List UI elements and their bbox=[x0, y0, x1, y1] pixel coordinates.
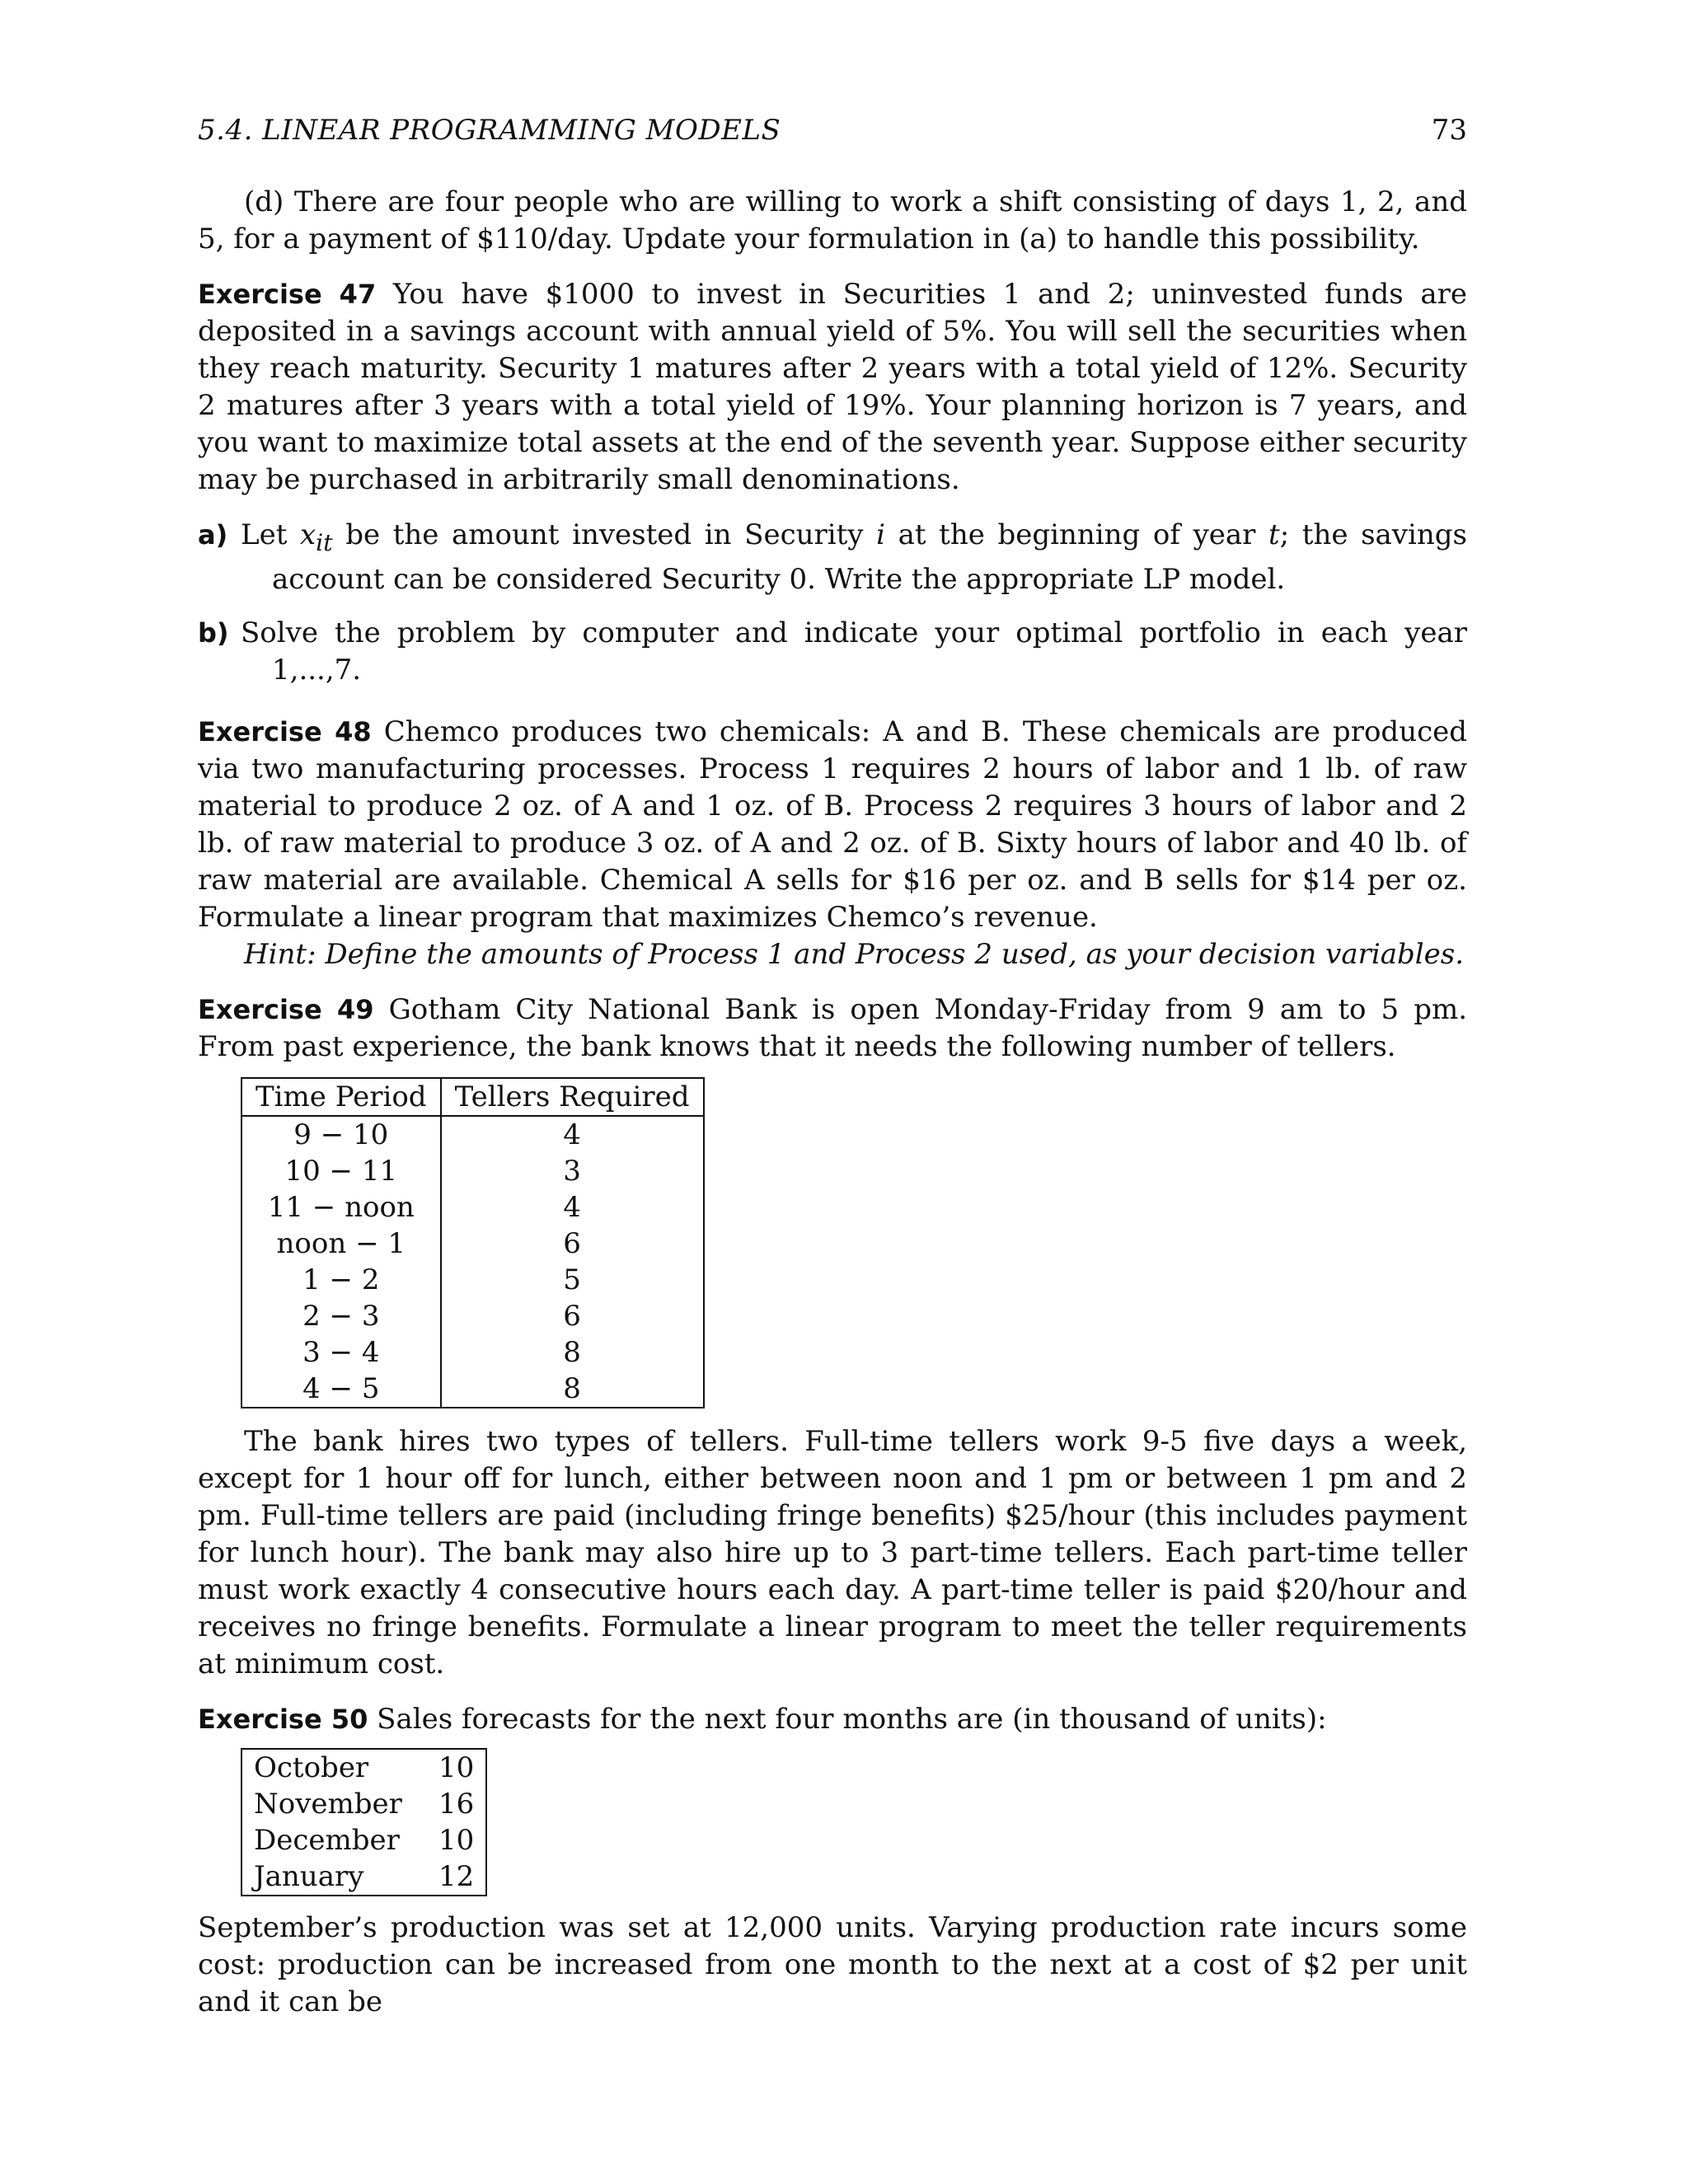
exercise-49-label: Exercise 49 bbox=[198, 993, 374, 1025]
time-period-cell: 10 − 11 bbox=[241, 1153, 441, 1189]
exercise-49 bbox=[198, 991, 1467, 1066]
variable-t: t bbox=[1268, 518, 1280, 551]
part-a-text-1: Let bbox=[241, 518, 288, 551]
exercise-50-intro: Sales forecasts for the next four months are (in thousand of units): bbox=[377, 1702, 1327, 1736]
table-row bbox=[241, 1786, 486, 1822]
table-row bbox=[241, 1371, 704, 1408]
part-a-label: a) bbox=[198, 519, 228, 551]
table-row bbox=[241, 1226, 704, 1262]
table-row bbox=[241, 1334, 704, 1371]
table-row bbox=[241, 1298, 704, 1334]
tellers-required-cell: 6 bbox=[441, 1226, 704, 1262]
part-d-paragraph: (d) There are four people who are willing to work a shift consisting of days 1, 2, and 5, for a payment of $110/day. Update your formulation in (a) to handle this possibility. bbox=[198, 185, 1467, 255]
time-period-cell: 1 − 2 bbox=[241, 1262, 441, 1298]
exercise-47-text: You have $1000 to invest in Securities 1 and 2; uninvested funds are deposited in a savings account with annual yield of 5%. You will sell the securities when they reach maturity. Security 1 matures after 2 years with a total yield of 12%. Security 2 matures after 3 years with a total yield of 19%. Your planning horizon is 7 years, and you want to maximize total assets at the end of the seventh year. Suppose either security may be purchased in arbitrarily small denominations. bbox=[198, 278, 1468, 496]
table-row bbox=[241, 1189, 704, 1226]
table-row bbox=[241, 1822, 486, 1858]
exercise-50-body: September’s production was set at 12,000 units. Varying production rate incurs some cost: production can be increased from one month to the next at a cost of $2 per unit and it can be bbox=[198, 1910, 1467, 2018]
table-row bbox=[241, 1858, 486, 1896]
exercise-48-text: Chemco produces two chemicals: A and B. These chemicals are produced via two manufacturing processes. Process 1 requires 2 hours of labor and 1 lb. of raw material to produce 2 oz. of A and 1 oz. of B. Process 2 requires 3 hours of labor and 2 lb. of raw material to produce 3 oz. of A and 2 oz. of B. Sixty hours of labor and 40 lb. of raw material are available. Chemical A sells for $16 per oz. and B sells for $14 per oz. Formulate a linear program that maximizes Chemco’s revenue. bbox=[198, 715, 1468, 934]
forecast-value-cell: 10 bbox=[438, 1823, 475, 1857]
page bbox=[198, 112, 1467, 2021]
month-cell: January bbox=[254, 1859, 364, 1893]
time-period-cell: 2 − 3 bbox=[241, 1298, 441, 1334]
part-b-text: Solve the problem by computer and indicate your optimal portfolio in each year 1,...,7. bbox=[241, 616, 1467, 687]
variable-i: i bbox=[876, 518, 885, 551]
tellers-required-cell: 5 bbox=[441, 1262, 704, 1298]
variable-x: x bbox=[299, 518, 316, 551]
table-row bbox=[241, 1749, 486, 1786]
tellers-required-cell: 3 bbox=[441, 1153, 704, 1189]
time-period-cell: 11 − noon bbox=[241, 1189, 441, 1226]
part-a-text-2: be the amount invested in Security bbox=[345, 518, 864, 551]
section-title: 5.4. LINEAR PROGRAMMING MODELS bbox=[198, 114, 781, 147]
exercise-48 bbox=[198, 714, 1467, 936]
tellers-required-cell: 4 bbox=[441, 1116, 704, 1153]
exercise-50 bbox=[198, 1701, 1467, 1738]
exercise-49-body: The bank hires two types of tellers. Full-time tellers work 9-5 five days a week, except for 1 hour off for lunch, either between noon and 1 pm or between 1 pm and 2 pm. Full-time tellers are paid (including fringe benefits) $25/hour (this includes payment for lunch hour). The bank may also hire up to 3 part-time tellers. Each part-time teller must work exactly 4 consecutive hours each day. A part-time teller is paid $20/hour and receives no fringe benefits. Formulate a linear program to meet the teller requirements at minimum cost. bbox=[198, 1424, 1467, 1680]
part-b-label: b) bbox=[198, 616, 229, 649]
month-cell: December bbox=[254, 1823, 400, 1857]
exercise-49-intro: Gotham City National Bank is open Monday-Friday from 9 am to 5 pm. From past experience, the bank knows that it needs the following number of tellers. bbox=[198, 992, 1468, 1063]
tellers-table-header-row bbox=[241, 1078, 704, 1116]
exercise-47-label: Exercise 47 bbox=[198, 279, 377, 310]
exercise-48-label: Exercise 48 bbox=[198, 715, 372, 748]
tellers-required-cell: 4 bbox=[441, 1189, 704, 1226]
sales-forecast-table bbox=[241, 1748, 487, 1896]
column-header-time-period: Time Period bbox=[241, 1078, 441, 1116]
exercise-48-hint: Hint: Define the amounts of Process 1 and Process 2 used, as your decision variables. bbox=[244, 937, 1465, 971]
tellers-required-cell: 6 bbox=[441, 1298, 704, 1334]
time-period-cell: 4 − 5 bbox=[241, 1371, 441, 1408]
tellers-required-cell: 8 bbox=[441, 1371, 704, 1408]
table-row bbox=[241, 1262, 704, 1298]
exercise-47-part-a bbox=[198, 517, 1467, 598]
month-cell: October bbox=[254, 1750, 369, 1784]
forecast-value-cell: 10 bbox=[438, 1750, 475, 1784]
page-number: 73 bbox=[1431, 114, 1467, 147]
part-a-text-4: ; the savings account can be considered Security 0. Write the appropriate LP model. bbox=[272, 518, 1467, 596]
month-cell: November bbox=[254, 1787, 402, 1821]
part-a-text-3: at the beginning of year bbox=[898, 518, 1256, 551]
table-row bbox=[241, 1153, 704, 1189]
exercise-50-label: Exercise 50 bbox=[198, 1703, 368, 1735]
time-period-cell: 3 − 4 bbox=[241, 1334, 441, 1371]
variable-x-it bbox=[299, 518, 333, 556]
forecast-value-cell: 16 bbox=[438, 1787, 475, 1821]
exercise-47 bbox=[198, 276, 1467, 499]
tellers-required-cell: 8 bbox=[441, 1334, 704, 1371]
tellers-table bbox=[241, 1077, 705, 1408]
time-period-cell: noon − 1 bbox=[241, 1226, 441, 1262]
variable-subscript-it: it bbox=[316, 528, 333, 556]
table-row bbox=[241, 1116, 704, 1153]
exercise-47-part-b bbox=[198, 615, 1467, 689]
column-header-tellers-required: Tellers Required bbox=[441, 1078, 704, 1116]
forecast-value-cell: 12 bbox=[438, 1859, 475, 1893]
running-head bbox=[198, 112, 1467, 149]
time-period-cell: 9 − 10 bbox=[241, 1116, 441, 1153]
